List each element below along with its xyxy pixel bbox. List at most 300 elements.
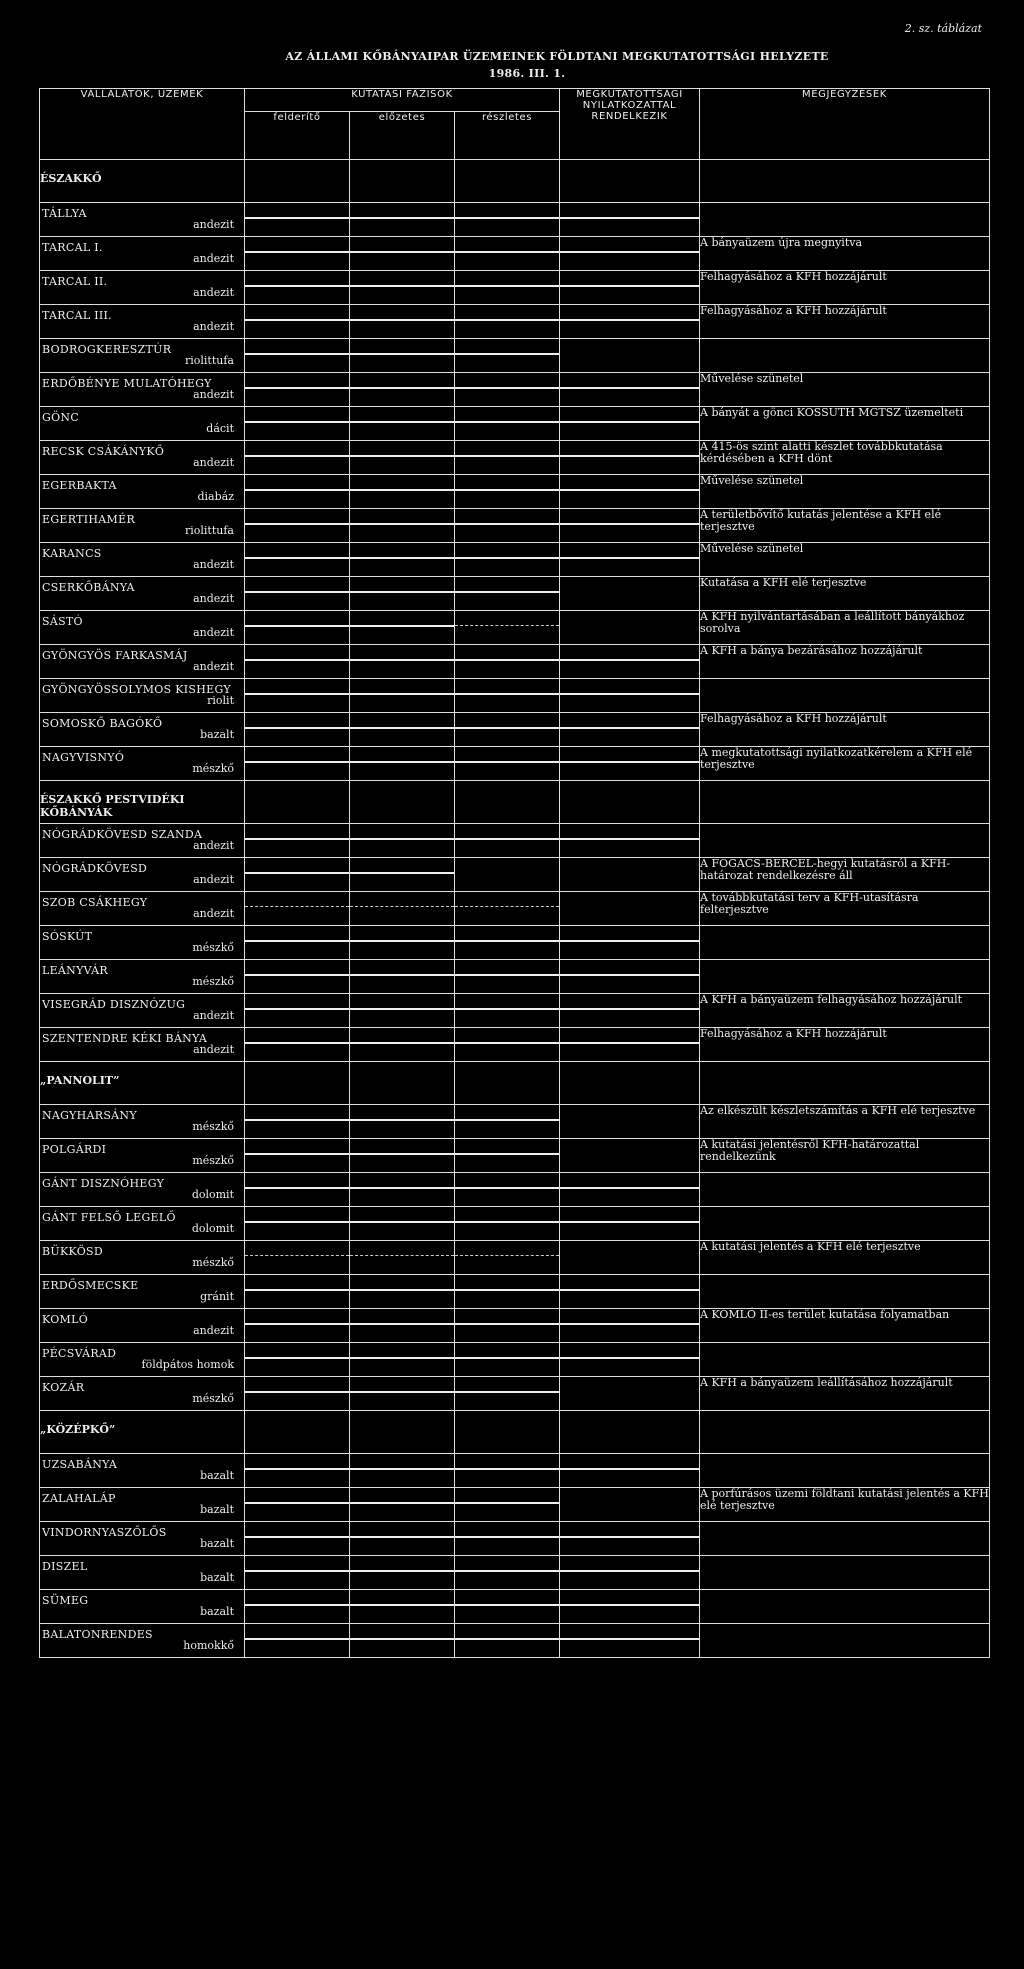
phase-bar (455, 1502, 559, 1504)
phase-cell-elozetes (350, 543, 455, 577)
phase-bar (350, 693, 454, 695)
site-name: ZALAHALÁP (42, 1492, 116, 1505)
site-name: SÁSTÓ (42, 615, 83, 628)
site-name: TARCAL I. (42, 241, 103, 254)
table-row (40, 1522, 990, 1556)
site-name: UZSABÁNYA (42, 1458, 118, 1471)
phase-cell-declaration (560, 858, 700, 892)
phase-bar (350, 1357, 454, 1359)
site-name: SZENTENDRE KÉKI BÁNYA (42, 1032, 208, 1045)
phase-cell-declaration (560, 305, 700, 339)
phase-cell-reszletes (455, 1173, 560, 1207)
phase-bar (245, 1187, 349, 1189)
phase-cell-felderito (245, 1522, 350, 1556)
rock-type: mészkő (192, 975, 234, 988)
table-row (40, 1139, 990, 1173)
phase-bar (560, 489, 699, 491)
region-empty-cell (455, 1411, 560, 1454)
phase-bar (350, 1502, 454, 1504)
phase-cell-declaration (560, 1377, 700, 1411)
rock-type: dolomit (191, 1222, 234, 1235)
phase-bar (350, 1008, 454, 1010)
site-cell (40, 858, 245, 892)
phase-bar (350, 940, 454, 942)
phase-bar (350, 1536, 454, 1538)
phase-cell-elozetes (350, 994, 455, 1028)
site-name: POLGÁRDI (42, 1143, 107, 1156)
phase-bar (350, 838, 454, 840)
site-name: BALATONRENDES (42, 1628, 153, 1641)
table-row (40, 994, 990, 1028)
note-cell (700, 960, 990, 994)
note-cell (700, 679, 990, 713)
phase-cell-felderito (245, 475, 350, 509)
phase-bar (245, 940, 349, 942)
rock-type: andezit (193, 1043, 234, 1056)
header-reszletes: részletes (455, 111, 560, 159)
phase-cell-reszletes (455, 1377, 560, 1411)
phase-cell-elozetes (350, 1590, 455, 1624)
phase-bar (455, 1008, 559, 1010)
rock-type: bazalt (200, 1469, 234, 1482)
phase-cell-declaration (560, 271, 700, 305)
table-row (40, 679, 990, 713)
site-name: CSERKŐBÁNYA (42, 581, 135, 594)
site-cell (40, 543, 245, 577)
phase-cell-felderito (245, 1343, 350, 1377)
region-empty-cell (700, 160, 990, 203)
phase-cell-felderito (245, 1028, 350, 1062)
table-row (40, 1343, 990, 1377)
phase-bar (455, 489, 559, 491)
note-cell (700, 1275, 990, 1309)
note-cell (700, 1624, 990, 1658)
table-row (40, 237, 990, 271)
note-cell: Az elkészült készletszámítás a KFH elé terjesztve (700, 1105, 990, 1139)
site-cell (40, 339, 245, 373)
phase-cell-declaration (560, 713, 700, 747)
note-cell: Kutatása a KFH elé terjesztve (700, 577, 990, 611)
table-row (40, 1556, 990, 1590)
phase-cell-declaration (560, 994, 700, 1028)
phase-bar (455, 1468, 559, 1470)
header-felderito: felderítő (245, 111, 350, 159)
phase-bar (455, 1187, 559, 1189)
site-cell (40, 645, 245, 679)
rock-type: mészkő (192, 1392, 234, 1405)
phase-cell-elozetes (350, 339, 455, 373)
header-elozetes: előzetes (350, 111, 455, 159)
rock-type: andezit (193, 558, 234, 571)
rock-type: andezit (193, 286, 234, 299)
note-cell: A FOGACS-BERCEL-hegyi kutatásról a KFH-határozat rendelkezésre áll (700, 858, 990, 892)
phase-bar (455, 1638, 559, 1640)
site-name: GÁNT DISZNÓHEGY (42, 1177, 165, 1190)
phase-bar (455, 387, 559, 389)
site-name: NÓGRÁDKÖVESD SZANDA (42, 828, 203, 841)
phase-cell-reszletes (455, 305, 560, 339)
site-cell (40, 1590, 245, 1624)
phase-bar (245, 1357, 349, 1359)
phase-bar (560, 387, 699, 389)
header-phases: KUTATÁSI FÁZISOK (245, 89, 560, 112)
rock-type: mészkő (192, 1154, 234, 1167)
rock-type: andezit (193, 388, 234, 401)
phase-cell-declaration (560, 1343, 700, 1377)
rock-type: andezit (193, 1009, 234, 1022)
site-name: EGERTIHAMÉR (42, 513, 136, 526)
phase-cell-declaration (560, 237, 700, 271)
phase-bar (455, 659, 559, 661)
phase-bar (560, 1468, 699, 1470)
phase-cell-felderito (245, 577, 350, 611)
site-name: VINDORNYASZŐLŐS (42, 1526, 167, 1539)
note-cell: A KFH a bánya bezárásához hozzájárult (700, 645, 990, 679)
phase-bar (245, 1119, 349, 1121)
phase-bar (455, 727, 559, 729)
site-name: GYÖNGYÖSSOLYMOS KISHEGY (42, 683, 231, 696)
region-empty-cell (245, 781, 350, 824)
rock-type: mészkő (192, 1256, 234, 1269)
phase-cell-elozetes (350, 203, 455, 237)
phase-cell-felderito (245, 373, 350, 407)
phase-bar-dashed (245, 906, 349, 907)
phase-bar (560, 421, 699, 423)
phase-bar (245, 625, 349, 627)
phase-bar (245, 761, 349, 763)
rock-type: andezit (193, 218, 234, 231)
site-cell (40, 824, 245, 858)
note-cell: Felhagyásához a KFH hozzájárult (700, 1028, 990, 1062)
phase-cell-felderito (245, 611, 350, 645)
site-name: PÉCSVÁRAD (42, 1347, 117, 1360)
phase-bar (350, 625, 454, 627)
region-row (40, 160, 990, 203)
site-name: GYÖNGYÖS FARKASMÁJ (42, 649, 188, 662)
phase-cell-felderito (245, 543, 350, 577)
site-name: KOZÁR (42, 1381, 85, 1394)
phase-bar (245, 693, 349, 695)
phase-bar (245, 1042, 349, 1044)
region-empty-cell (245, 160, 350, 203)
phase-bar (455, 1289, 559, 1291)
phase-bar (560, 557, 699, 559)
site-name: ERDŐSMECSKE (42, 1279, 139, 1292)
phase-bar (350, 1604, 454, 1606)
note-cell: Művelése szünetel (700, 475, 990, 509)
table-row (40, 543, 990, 577)
site-name: KOMLÓ (42, 1313, 89, 1326)
phase-bar (350, 1187, 454, 1189)
phase-bar (350, 285, 454, 287)
phase-cell-felderito (245, 994, 350, 1028)
phase-bar (245, 489, 349, 491)
region-empty-cell (560, 1062, 700, 1105)
table-row (40, 926, 990, 960)
rock-type: homokkő (183, 1639, 234, 1652)
rock-type: andezit (193, 873, 234, 886)
region-empty-cell (560, 160, 700, 203)
header-declaration: MEGKUTATOTTSÁGI NYILATKOZATTAL RENDELKEZIK (560, 89, 700, 160)
note-cell: Művelése szünetel (700, 543, 990, 577)
site-cell (40, 475, 245, 509)
rock-type: andezit (193, 907, 234, 920)
phase-bar (455, 838, 559, 840)
phase-cell-elozetes (350, 1275, 455, 1309)
phase-bar (245, 1323, 349, 1325)
phase-cell-declaration (560, 475, 700, 509)
phase-bar (455, 1357, 559, 1359)
phase-bar (560, 940, 699, 942)
site-name: TÁLLYA (42, 207, 87, 220)
site-cell (40, 305, 245, 339)
note-cell: A bányaüzem újra megnyitva (700, 237, 990, 271)
phase-cell-declaration (560, 509, 700, 543)
rock-type: andezit (193, 592, 234, 605)
phase-cell-elozetes (350, 824, 455, 858)
phase-bar (245, 1570, 349, 1572)
phase-cell-felderito (245, 858, 350, 892)
table-row (40, 1454, 990, 1488)
phase-cell-felderito (245, 271, 350, 305)
note-cell (700, 1556, 990, 1590)
note-cell: A bányát a gönci KOSSUTH MGTSZ üzemelteti (700, 407, 990, 441)
phase-bar (350, 591, 454, 593)
phase-bar (245, 1289, 349, 1291)
phase-bar (455, 1570, 559, 1572)
table-row (40, 892, 990, 926)
note-cell (700, 1207, 990, 1241)
table-row (40, 1624, 990, 1658)
site-name: NÓGRÁDKÖVESD (42, 862, 148, 875)
phase-cell-reszletes (455, 1207, 560, 1241)
phase-cell-elozetes (350, 747, 455, 781)
phase-bar (560, 727, 699, 729)
phase-bar (350, 251, 454, 253)
table-row (40, 1488, 990, 1522)
phase-bar (560, 1289, 699, 1291)
table-row (40, 407, 990, 441)
phase-cell-elozetes (350, 892, 455, 926)
site-cell (40, 1556, 245, 1590)
note-cell: A megkutatottsági nyilatkozatkérelem a KFH elé terjesztve (700, 747, 990, 781)
phase-bar (245, 659, 349, 661)
phase-bar (560, 1604, 699, 1606)
phase-bar (350, 523, 454, 525)
phase-cell-reszletes (455, 713, 560, 747)
phase-bar (350, 421, 454, 423)
region-label: „PANNOLIT” (40, 1062, 245, 1105)
phase-cell-reszletes (455, 509, 560, 543)
rock-type: andezit (193, 320, 234, 333)
phase-cell-felderito (245, 679, 350, 713)
phase-cell-felderito (245, 892, 350, 926)
table-row (40, 1275, 990, 1309)
phase-cell-elozetes (350, 1556, 455, 1590)
site-name: BODROGKERESZTÚR (42, 343, 172, 356)
phase-cell-reszletes (455, 747, 560, 781)
phase-cell-declaration (560, 611, 700, 645)
note-cell (700, 1454, 990, 1488)
table-row (40, 339, 990, 373)
table-row (40, 305, 990, 339)
site-cell (40, 1624, 245, 1658)
phase-cell-declaration (560, 543, 700, 577)
site-cell (40, 1488, 245, 1522)
phase-cell-declaration (560, 1556, 700, 1590)
phase-cell-declaration (560, 926, 700, 960)
phase-cell-elozetes (350, 1624, 455, 1658)
site-cell (40, 926, 245, 960)
rock-type: mészkő (192, 941, 234, 954)
phase-bar (560, 1536, 699, 1538)
phase-cell-declaration (560, 373, 700, 407)
phase-bar (560, 1008, 699, 1010)
phase-cell-felderito (245, 1309, 350, 1343)
phase-bar (455, 761, 559, 763)
phase-bar (560, 1187, 699, 1189)
rock-type: bazalt (200, 1537, 234, 1550)
phase-bar (350, 353, 454, 355)
phase-bar (455, 1323, 559, 1325)
phase-bar (560, 217, 699, 219)
table-row (40, 713, 990, 747)
phase-cell-elozetes (350, 1522, 455, 1556)
phase-cell-elozetes (350, 1139, 455, 1173)
table-row (40, 611, 990, 645)
note-cell: Felhagyásához a KFH hozzájárult (700, 305, 990, 339)
phase-bar (455, 1042, 559, 1044)
region-label: „KÖZÉPKŐ” (40, 1411, 245, 1454)
phase-cell-reszletes (455, 237, 560, 271)
phase-cell-elozetes (350, 960, 455, 994)
phase-bar (245, 455, 349, 457)
site-name: RECSK CSÁKÁNYKŐ (42, 445, 165, 458)
phase-cell-elozetes (350, 1105, 455, 1139)
phase-cell-reszletes (455, 1241, 560, 1275)
note-cell: A KFH nyilvántartásában a leállított bányákhoz sorolva (700, 611, 990, 645)
phase-bar (455, 591, 559, 593)
table-row (40, 1105, 990, 1139)
region-label: ÉSZAKKŐ (40, 160, 245, 203)
phase-cell-reszletes (455, 960, 560, 994)
phase-cell-reszletes (455, 858, 560, 892)
table-row (40, 1028, 990, 1062)
site-cell (40, 1139, 245, 1173)
site-cell (40, 679, 245, 713)
phase-cell-reszletes (455, 1590, 560, 1624)
phase-cell-reszletes (455, 1105, 560, 1139)
phase-cell-elozetes (350, 611, 455, 645)
phase-bar (560, 251, 699, 253)
phase-bar (350, 489, 454, 491)
phase-cell-felderito (245, 1624, 350, 1658)
phase-cell-reszletes (455, 1343, 560, 1377)
phase-bar (350, 727, 454, 729)
document-date: 1986. III. 1. (488, 67, 566, 80)
phase-bar (350, 387, 454, 389)
note-cell: A területbővítő kutatás jelentése a KFH elé terjesztve (700, 509, 990, 543)
phase-cell-felderito (245, 713, 350, 747)
site-name: NAGYVISNYÓ (42, 751, 125, 764)
phase-bar (455, 1604, 559, 1606)
phase-bar (455, 455, 559, 457)
rock-type: dácit (206, 422, 234, 435)
phase-bar (560, 523, 699, 525)
phase-cell-elozetes (350, 679, 455, 713)
region-empty-cell (700, 781, 990, 824)
phase-bar (455, 1153, 559, 1155)
phase-cell-reszletes (455, 645, 560, 679)
phase-bar (455, 353, 559, 355)
rock-type: dolomit (191, 1188, 234, 1201)
phase-cell-reszletes (455, 1624, 560, 1658)
region-empty-cell (455, 781, 560, 824)
site-cell (40, 1309, 245, 1343)
site-cell (40, 1454, 245, 1488)
note-cell (700, 339, 990, 373)
rock-type: riolit (207, 694, 234, 707)
geology-status-table (39, 88, 990, 1658)
phase-bar (560, 838, 699, 840)
phase-cell-elozetes (350, 1309, 455, 1343)
phase-cell-declaration (560, 1488, 700, 1522)
phase-bar (560, 1638, 699, 1640)
phase-cell-felderito (245, 1241, 350, 1275)
phase-cell-felderito (245, 441, 350, 475)
phase-bar (245, 591, 349, 593)
phase-cell-felderito (245, 203, 350, 237)
phase-cell-declaration (560, 960, 700, 994)
site-name: GÁNT FELSŐ LEGELŐ (42, 1211, 176, 1224)
note-cell (700, 1590, 990, 1624)
phase-cell-declaration (560, 407, 700, 441)
phase-cell-elozetes (350, 441, 455, 475)
rock-type: riolittufa (185, 524, 234, 537)
phase-cell-reszletes (455, 407, 560, 441)
site-name: SÜMEG (42, 1594, 89, 1607)
phase-cell-declaration (560, 892, 700, 926)
phase-cell-reszletes (455, 271, 560, 305)
region-empty-cell (455, 160, 560, 203)
phase-bar (350, 1042, 454, 1044)
phase-cell-elozetes (350, 1241, 455, 1275)
site-cell (40, 509, 245, 543)
site-cell (40, 407, 245, 441)
note-cell: A porfúrásos üzemi földtani kutatási jelentés a KFH elé terjesztve (700, 1488, 990, 1522)
rock-type: bazalt (200, 1605, 234, 1618)
phase-bar (560, 693, 699, 695)
site-cell (40, 994, 245, 1028)
phase-bar (350, 1391, 454, 1393)
note-cell: Művelése szünetel (700, 373, 990, 407)
phase-cell-declaration (560, 1028, 700, 1062)
site-name: NAGYHARSÁNY (42, 1109, 137, 1122)
phase-bar (350, 1570, 454, 1572)
phase-cell-felderito (245, 926, 350, 960)
phase-cell-felderito (245, 1207, 350, 1241)
note-cell (700, 203, 990, 237)
phase-bar (455, 1536, 559, 1538)
table-row (40, 509, 990, 543)
note-cell (700, 1343, 990, 1377)
site-cell (40, 271, 245, 305)
table-row (40, 858, 990, 892)
phase-cell-reszletes (455, 994, 560, 1028)
phase-cell-elozetes (350, 926, 455, 960)
phase-cell-declaration (560, 577, 700, 611)
phase-cell-reszletes (455, 577, 560, 611)
